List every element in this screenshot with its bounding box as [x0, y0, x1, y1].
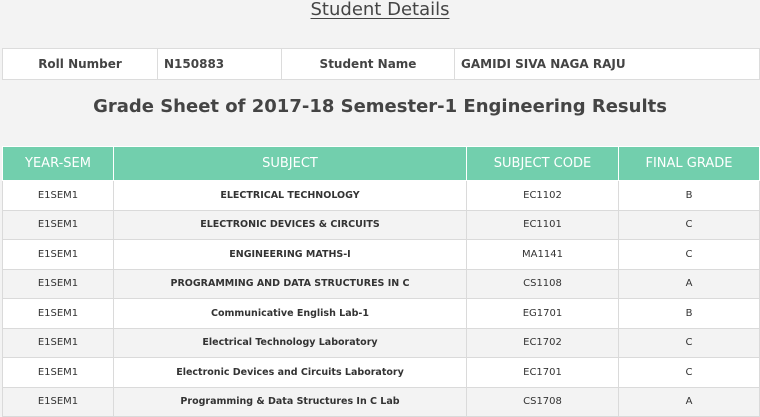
subject-cell: Electrical Technology Laboratory: [114, 328, 467, 358]
subject-code-cell: EC1102: [467, 181, 619, 211]
table-row: [3, 240, 760, 270]
year-sem-cell: E1SEM1: [3, 269, 114, 299]
student-name-value: GAMIDI SIVA NAGA RAJU: [455, 49, 760, 80]
subject-code-cell: EC1101: [467, 210, 619, 240]
table-row: [3, 269, 760, 299]
table-row: [3, 181, 760, 211]
grade-sheet-heading: Grade Sheet of 2017-18 Semester-1 Engineering Results: [93, 96, 667, 117]
final-grade-cell: A: [619, 387, 760, 417]
student-info-table: [2, 48, 760, 80]
subject-code-cell: EG1701: [467, 299, 619, 329]
column-header-subject-code: SUBJECT CODE: [467, 147, 619, 181]
subject-cell: Programming & Data Structures In C Lab: [114, 387, 467, 417]
subject-code-cell: MA1141: [467, 240, 619, 270]
subject-cell: Electronic Devices and Circuits Laboratory: [114, 358, 467, 388]
final-grade-cell: C: [619, 328, 760, 358]
roll-number-value: N150883: [158, 49, 282, 80]
final-grade-cell: C: [619, 240, 760, 270]
roll-number-label: Roll Number: [3, 49, 158, 80]
final-grade-cell: A: [619, 269, 760, 299]
grades-table: [2, 146, 760, 417]
final-grade-cell: C: [619, 210, 760, 240]
year-sem-cell: E1SEM1: [3, 210, 114, 240]
subject-cell: PROGRAMMING AND DATA STRUCTURES IN C: [114, 269, 467, 299]
year-sem-cell: E1SEM1: [3, 358, 114, 388]
column-header-year-sem: YEAR-SEM: [3, 147, 114, 181]
year-sem-cell: E1SEM1: [3, 299, 114, 329]
year-sem-cell: E1SEM1: [3, 181, 114, 211]
final-grade-cell: B: [619, 299, 760, 329]
table-row: [3, 387, 760, 417]
subject-cell: ELECTRICAL TECHNOLOGY: [114, 181, 467, 211]
grades-header-row: [3, 147, 760, 181]
student-name-label: Student Name: [282, 49, 455, 80]
table-row: [3, 328, 760, 358]
column-header-final-grade: FINAL GRADE: [619, 147, 760, 181]
subject-cell: ELECTRONIC DEVICES & CIRCUITS: [114, 210, 467, 240]
year-sem-cell: E1SEM1: [3, 240, 114, 270]
page-title[interactable]: Student Details: [310, 0, 450, 20]
year-sem-cell: E1SEM1: [3, 387, 114, 417]
subject-cell: Communicative English Lab-1: [114, 299, 467, 329]
table-row: [3, 358, 760, 388]
table-row: [3, 210, 760, 240]
final-grade-cell: B: [619, 181, 760, 211]
year-sem-cell: E1SEM1: [3, 328, 114, 358]
column-header-subject: SUBJECT: [114, 147, 467, 181]
subject-code-cell: CS1108: [467, 269, 619, 299]
student-info-row: [3, 49, 760, 80]
subject-code-cell: EC1702: [467, 328, 619, 358]
final-grade-cell: C: [619, 358, 760, 388]
table-row: [3, 299, 760, 329]
subject-cell: ENGINEERING MATHS-I: [114, 240, 467, 270]
subject-code-cell: CS1708: [467, 387, 619, 417]
subject-code-cell: EC1701: [467, 358, 619, 388]
